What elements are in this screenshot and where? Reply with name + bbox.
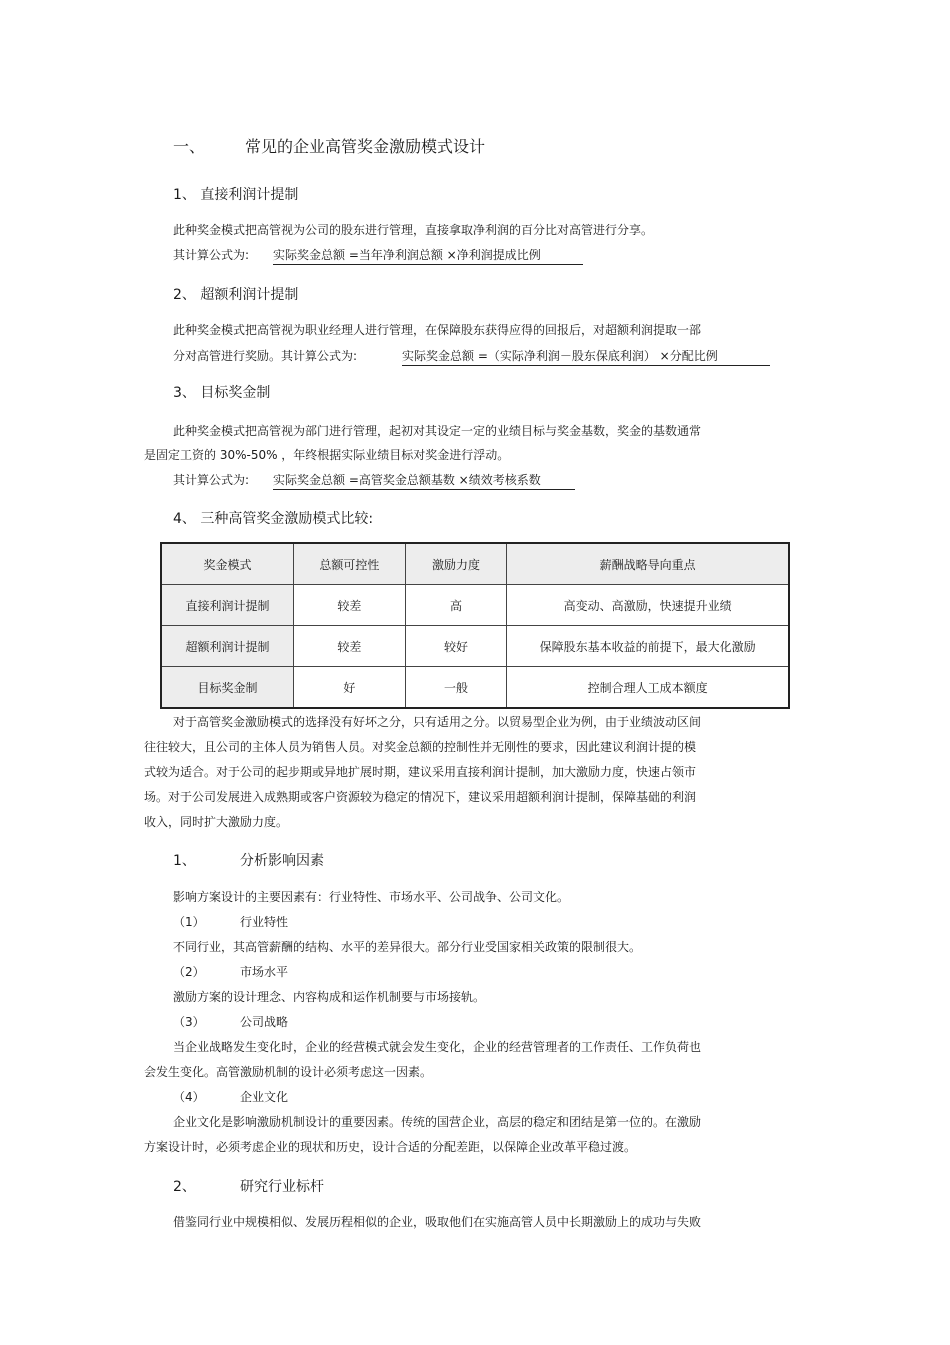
comparison-heading: 4、 三种高管奖金激励模式比较:	[173, 511, 374, 527]
table-cell: 直接利润计提制	[161, 585, 294, 626]
mode2-description-line1: 此种奖金模式把高管视为职业经理人进行管理，在保障股东获得应得的回报后，对超额利润提取一部	[173, 323, 702, 337]
table-header-cell: 激励力度	[405, 543, 507, 585]
table-row	[161, 626, 789, 667]
analysis2-text: 借鉴同行业中规模相似、发展历程相似的企业，吸取他们在实施高管人员中长期激励上的成功与失败	[173, 1215, 702, 1229]
table-row	[161, 667, 789, 709]
factor4-text-line1: 企业文化是影响激励机制设计的重要因素。传统的国营企业，高层的稳定和团结是第一位的。在激励	[173, 1115, 702, 1129]
section-number: 一、	[173, 137, 206, 156]
mode3-heading: 3、 目标奖金制	[173, 385, 271, 401]
table-cell: 较差	[294, 626, 406, 667]
mode3-formula-label: 其计算公式为:	[173, 473, 250, 487]
factor3-number: （3）	[173, 1015, 205, 1029]
factor2-number: （2）	[173, 965, 205, 979]
table-cell: 控制合理人工成本额度	[507, 667, 789, 709]
mode1-formula: 实际奖金总额 =当年净利润总额 ×净利润提成比例	[273, 246, 583, 265]
table-cell: 保障股东基本收益的前提下，最大化激励	[507, 626, 789, 667]
summary-line-5: 收入，同时扩大激励力度。	[144, 815, 289, 829]
table-cell: 一般	[405, 667, 507, 709]
analysis1-intro: 影响方案设计的主要因素有：行业特性、市场水平、公司战争、公司文化。	[173, 890, 570, 904]
table-cell: 高变动、高激励，快速提升业绩	[507, 585, 789, 626]
table-cell: 较差	[294, 585, 406, 626]
table-cell: 好	[294, 667, 406, 709]
factor4-text-line2: 方案设计时，必须考虑企业的现状和历史，设计合适的分配差距，以保障企业改革平稳过渡。	[144, 1140, 637, 1154]
mode2-description-line2: 分对高管进行奖励。其计算公式为:	[173, 349, 358, 363]
factor1-number: （1）	[173, 915, 205, 929]
table-header-cell: 总额可控性	[294, 543, 406, 585]
table-cell: 高	[405, 585, 507, 626]
analysis2-number: 2、	[173, 1179, 196, 1195]
section-title: 常见的企业高管奖金激励模式设计	[245, 137, 486, 156]
summary-line-1: 对于高管奖金激励模式的选择没有好坏之分，只有适用之分。以贸易型企业为例，由于业绩波动区间	[173, 715, 702, 729]
factor2-text: 激励方案的设计理念、内容构成和运作机制要与市场接轨。	[173, 990, 486, 1004]
analysis1-number: 1、	[173, 853, 196, 869]
table-header-cell: 奖金模式	[161, 543, 294, 585]
factor1-text: 不同行业，其高管薪酬的结构、水平的差异很大。部分行业受国家相关政策的限制很大。	[173, 940, 642, 954]
table-cell: 目标奖金制	[161, 667, 294, 709]
mode3-description-line1: 此种奖金模式把高管视为部门进行管理，起初对其设定一定的业绩目标与奖金基数，奖金的基数通常	[173, 424, 702, 438]
factor4-title: 企业文化	[240, 1090, 289, 1104]
factor3-title: 公司战略	[240, 1015, 289, 1029]
factor2-title: 市场水平	[240, 965, 289, 979]
mode1-heading: 1、 直接利润计提制	[173, 187, 299, 203]
table-cell: 超额利润计提制	[161, 626, 294, 667]
factor3-text-line2: 会发生变化。高管激励机制的设计必须考虑这一因素。	[144, 1065, 433, 1079]
mode1-description: 此种奖金模式把高管视为公司的股东进行管理，直接拿取净利润的百分比对高管进行分享。	[173, 223, 654, 237]
table-header-row	[161, 543, 789, 585]
factor3-text-line1: 当企业战略发生变化时，企业的经营模式就会发生变化，企业的经营管理者的工作责任、工作负荷也	[173, 1040, 702, 1054]
mode2-formula: 实际奖金总额 =（实际净利润－股东保底利润） ×分配比例	[402, 347, 770, 366]
summary-line-4: 场。对于公司发展进入成熟期或客户资源较为稳定的情况下，建议采用超额利润计提制，保障基础的利润	[144, 790, 697, 804]
table-cell: 较好	[405, 626, 507, 667]
factor4-number: （4）	[173, 1090, 205, 1104]
mode3-description-line2: 是固定工资的 30%-50% ，年终根据实际业绩目标对奖金进行浮动。	[144, 448, 510, 462]
mode1-formula-label: 其计算公式为:	[173, 248, 250, 262]
analysis1-heading: 分析影响因素	[240, 853, 324, 869]
table-row	[161, 585, 789, 626]
analysis2-heading: 研究行业标杆	[240, 1179, 324, 1195]
factor1-title: 行业特性	[240, 915, 289, 929]
summary-line-2: 往往较大，且公司的主体人员为销售人员。对奖金总额的控制性并无刚性的要求，因此建议利润计提的模	[144, 740, 697, 754]
mode3-formula: 实际奖金总额 =高管奖金总额基数 ×绩效考核系数	[273, 471, 575, 490]
summary-line-3: 式较为适合。对于公司的起步期或异地扩展时期，建议采用直接利润计提制，加大激励力度，快速占领市	[144, 765, 697, 779]
table-header-cell: 薪酬战略导向重点	[507, 543, 789, 585]
comparison-table	[160, 542, 790, 709]
mode2-heading: 2、 超额利润计提制	[173, 287, 299, 303]
